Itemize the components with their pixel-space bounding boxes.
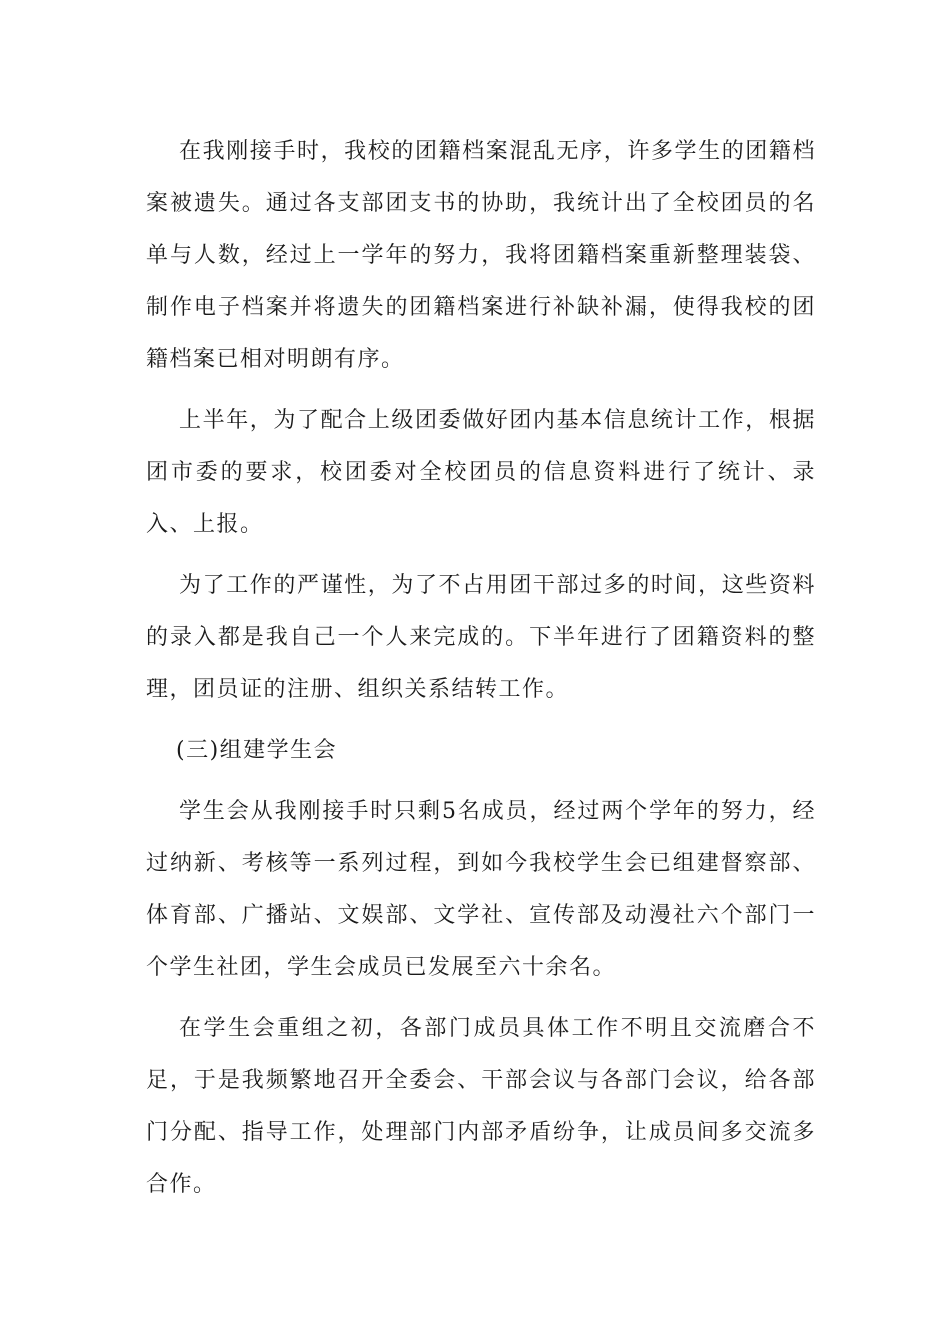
section-heading: (三)组建学生会 bbox=[176, 738, 338, 763]
paragraph-info-statistics: 上半年，为了配合上级团委做好团内基本信息统计工作，根据团市委的要求，校团委对全校团员的信息资料进行了统计、录入、上报。 bbox=[146, 408, 816, 537]
paragraph-data-entry: 为了工作的严谨性，为了不占用团干部过多的时间，这些资料的录入都是我自己一个人来完成的。下半年进行了团籍资料的整理，团员证的注册、组织关系结转工作。 bbox=[146, 573, 816, 702]
paragraph-archive-cleanup: 在我刚接手时，我校的团籍档案混乱无序，许多学生的团籍档案被遗失。通过各支部团支书的协助，我统计出了全校团员的名单与人数，经过上一学年的努力，我将团籍档案重新整理装袋、制作电子档案并将遗失的团籍档案进行补缺补漏，使得我校的团籍档案已相对明朗有序。 bbox=[146, 139, 816, 372]
document-body bbox=[146, 126, 816, 1220]
paragraph-student-union-reorganization: 在学生会重组之初，各部门成员具体工作不明且交流磨合不足，于是我频繁地召开全委会、干部会议与各部门会议，给各部门分配、指导工作，处理部门内部矛盾纷争，让成员间多交流多合作。 bbox=[146, 1016, 816, 1197]
paragraph-student-union-growth: 学生会从我刚接手时只剩5名成员，经过两个学年的努力，经过纳新、考核等一系列过程，到如今我校学生会已组建督察部、体育部、广播站、文娱部、文学社、宣传部及动漫社六个部门一个学生社团，学生会成员已发展至六十余名。 bbox=[146, 799, 816, 980]
